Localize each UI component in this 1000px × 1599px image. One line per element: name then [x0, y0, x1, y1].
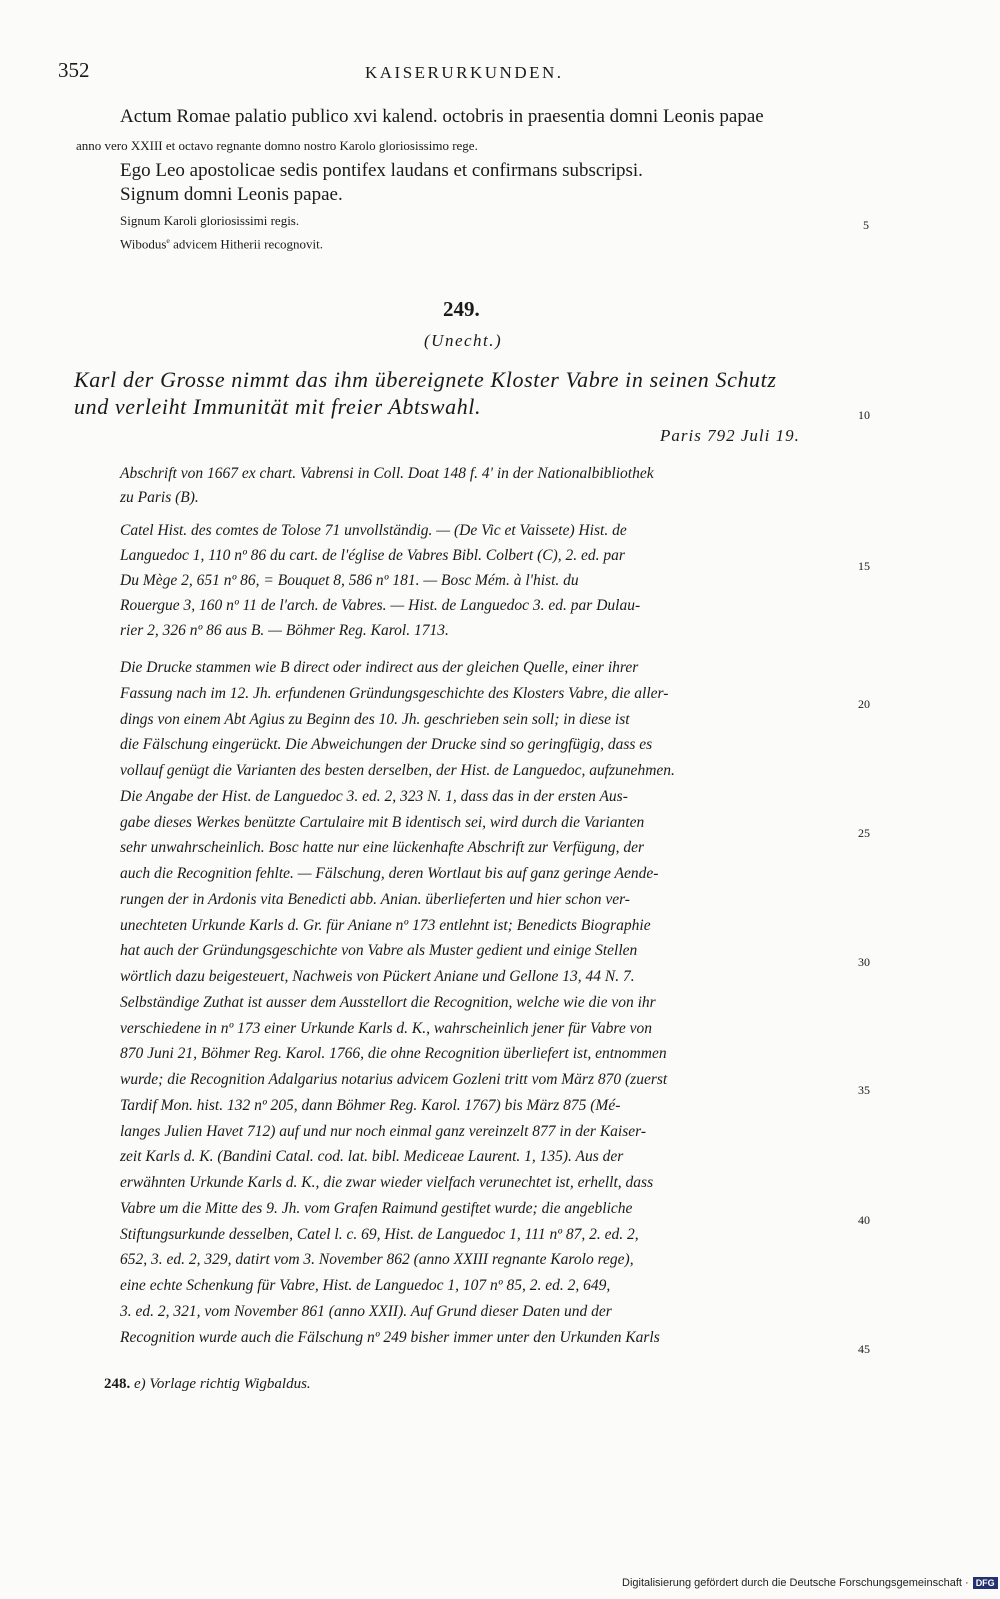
commentary-line: die Fälschung eingerückt. Die Abweichungen der Drucke sind so geringfügig, dass es — [120, 736, 653, 754]
commentary-line: 3. ed. 2, 321, vom November 861 (anno XXII). Auf Grund dieser Daten und der — [120, 1302, 612, 1320]
prev-doc-line-recognition — [120, 236, 323, 252]
footnote — [104, 1376, 311, 1393]
commentary-line: sehr unwahrscheinlich. Bosc hatte nur eine lückenhafte Abschrift zur Verfügung, der — [120, 839, 645, 857]
abschrift-line: Abschrift von 1667 ex chart. Vabrensi in Coll. Doat 148 f. 4' in der Nationalbibliothek — [120, 465, 654, 482]
commentary-line: auch die Recognition fehlte. — Fälschung, deren Wortlaut bis auf ganz geringe Aende- — [120, 865, 659, 882]
commentary-line: langes Julien Havet 712) auf und nur noch einmal ganz vereinzelt 877 in der Kaiser- — [120, 1122, 647, 1140]
drucke-line: rier 2, 326 nº 86 aus B. — Böhmer Reg. Karol. 1713. — [120, 622, 449, 639]
footnote-ref: 248. — [104, 1376, 131, 1392]
footnote-text: e) Vorlage richtig Wigbaldus. — [134, 1376, 311, 1392]
commentary-line: verschiedene in nº 173 einer Urkunde Karls d. K., wahrscheinlich jener für Vabre von — [120, 1019, 653, 1037]
commentary-line: wurde; die Recognition Adalgarius notarius advicem Gozleni tritt vom März 870 (zuerst — [120, 1071, 668, 1088]
commentary-line: wörtlich dazu beigesteuert, Nachweis von Pückert Aniane und Gellone 13, 44 N. 7. — [120, 968, 635, 985]
abschrift-line: zu Paris (B). — [120, 489, 199, 506]
line-number: 45 — [858, 1342, 870, 1356]
commentary-line: dings von einem Abt Agius zu Beginn des 10. Jh. geschrieben sein soll; in diese ist — [120, 710, 630, 728]
regest-line: und verleiht Immunität mit freier Abtswahl. — [74, 394, 482, 419]
line-number: 5 — [863, 218, 869, 232]
commentary-line: rungen der in Ardonis vita Benedicti abb. Anian. überlieferten und hier schon ver- — [120, 890, 630, 908]
line-number: 40 — [858, 1213, 870, 1227]
document-number: 249. — [443, 297, 480, 321]
page-number: 352 — [58, 58, 90, 82]
prev-doc-line: Actum Romae palatio publico xvi kalend. octobris in praesentia domni Leonis papae — [120, 106, 764, 127]
commentary-line: erwähnten Urkunde Karls d. K., die zwar wieder vielfach verunechtet ist, erhellt, dass — [120, 1174, 654, 1191]
commentary-line: 652, 3. ed. 2, 329, datirt vom 3. November 862 (anno XXIII regnante Karolo rege), — [120, 1251, 634, 1269]
commentary-line: Tardif Mon. hist. 132 nº 205, dann Böhmer Reg. Karol. 1767) bis März 875 (Mé- — [120, 1096, 621, 1114]
prev-doc-line: Signum Karoli gloriosissimi regis. — [120, 213, 300, 228]
commentary-line: Stiftungsurkunde desselben, Catel l. c. 69, Hist. de Languedoc 1, 111 nº 87, 2. ed. 2, — [120, 1225, 639, 1243]
commentary-line: vollauf genügt die Varianten des besten derselben, der Hist. de Languedoc, aufzunehmen. — [120, 762, 675, 779]
footer-credit — [622, 1577, 998, 1589]
place-date: Paris 792 Juli 19. — [660, 426, 800, 445]
drucke-line: Languedoc 1, 110 nº 86 du cart. de l'église de Vabres Bibl. Colbert (C), 2. ed. par — [120, 547, 625, 564]
line-number: 35 — [858, 1083, 870, 1097]
commentary-line: eine echte Schenkung für Vabre, Hist. de Languedoc 1, 107 nº 85, 2. ed. 2, 649, — [120, 1277, 611, 1294]
commentary-line: Vabre um die Mitte des 9. Jh. vom Grafen Raimund gestiftet wurde; die angebliche — [120, 1199, 633, 1217]
commentary-line: Fassung nach im 12. Jh. erfundenen Gründungsgeschichte des Klosters Vabre, die aller- — [120, 684, 669, 702]
footnote-marker: e — [166, 236, 170, 245]
drucke-line: Du Mège 2, 651 nº 86, = Bouquet 8, 586 nº 181. — Bosc Mém. à l'hist. du — [120, 572, 579, 589]
document-status: (Unecht.) — [424, 331, 503, 350]
commentary-line: 870 Juni 21, Böhmer Reg. Karol. 1766, die ohne Recognition überliefert ist, entnommen — [120, 1045, 667, 1063]
drucke-line: Catel Hist. des comtes de Tolose 71 unvollständig. — (De Vic et Vaissete) Hist. de — [120, 522, 627, 539]
prev-doc-line: Ego Leo apostolicae sedis pontifex laudans et confirmans subscripsi. — [120, 160, 643, 181]
prev-doc-line: Signum domni Leonis papae. — [120, 184, 343, 205]
commentary-line: hat auch der Gründungsgeschichte von Vabre als Muster gedient und einige Stellen — [120, 942, 638, 960]
credit-text: Digitalisierung gefördert durch die Deutsche Forschungsgemeinschaft · — [622, 1577, 969, 1589]
running-title: KAISERURKUNDEN. — [365, 63, 564, 82]
commentary-line: zeit Karls d. K. (Bandini Catal. cod. lat. bibl. Mediceae Laurent. 1, 135). Aus der — [120, 1148, 624, 1166]
commentary-line: gabe dieses Werkes benützte Cartulaire mit B identisch sei, wird durch die Varianten — [120, 813, 645, 831]
commentary-line: Die Angabe der Hist. de Languedoc 3. ed. 2, 323 N. 1, dass das in der ersten Aus- — [120, 787, 628, 805]
recognition-text: advicem Hitherii recognovit. — [173, 236, 323, 252]
line-number: 20 — [858, 697, 870, 711]
commentary-line: unechteten Urkunde Karls d. Gr. für Aniane nº 173 entlehnt ist; Benedicts Biographie — [120, 916, 651, 934]
commentary-line: Recognition wurde auch die Fälschung nº 249 bisher immer unter den Urkunden Karls — [120, 1328, 660, 1346]
drucke-line: Rouergue 3, 160 nº 11 de l'arch. de Vabres. — Hist. de Languedoc 3. ed. par Dulau- — [120, 597, 641, 614]
commentary-line: Selbständige Zuthat ist ausser dem Ausstellort die Recognition, welche wie die von ihr — [120, 993, 656, 1011]
line-number: 10 — [858, 408, 870, 422]
line-number: 30 — [858, 955, 870, 969]
prev-doc-line: anno vero XXIII et octavo regnante domno nostro Karolo gloriosissimo rege. — [76, 138, 478, 153]
line-number: 25 — [858, 826, 870, 840]
regest-line: Karl der Grosse nimmt das ihm übereignete Kloster Vabre in seinen Schutz — [74, 367, 777, 392]
scribe-name: Wibodus — [120, 236, 167, 252]
dfg-logo: DFG — [973, 1577, 998, 1589]
commentary-line: Die Drucke stammen wie B direct oder indirect aus der gleichen Quelle, einer ihrer — [120, 659, 639, 676]
line-number: 15 — [858, 559, 870, 573]
